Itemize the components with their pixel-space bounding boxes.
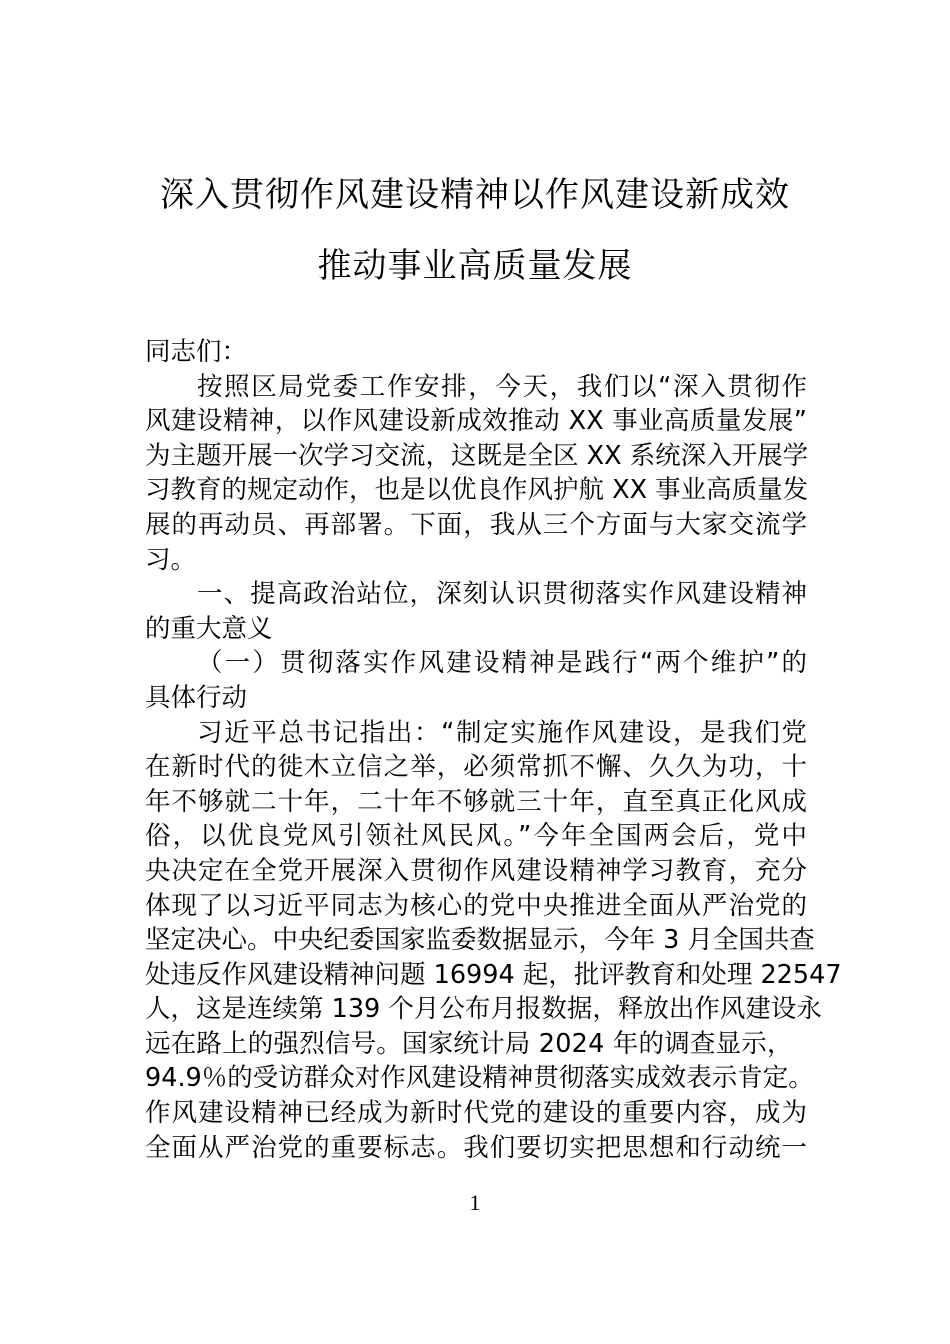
text-line: 俗，以优良党风引领社风民风。”今年全国两会后，党中 [145, 821, 807, 852]
paragraph [145, 646, 807, 715]
text-line: 具体行动 [145, 682, 248, 713]
text-line: 人，这是连续第 139 个月公布月报数据，释放出作风建设永 [145, 994, 822, 1025]
text-line: 体现了以习近平同志为核心的党中央推进全面从严治党的 [145, 890, 807, 921]
text-line: 的重大意义 [145, 613, 273, 644]
text-line: 习教育的规定动作，也是以优良作风护航 XX 事业高质量发 [145, 475, 809, 506]
document-title-line-2: 推动事业高质量发展 [317, 246, 633, 286]
text-line: 为主题开展一次学习交流，这既是全区 XX 系统深入开展学 [145, 440, 809, 471]
text-line: 全面从严治党的重要标志。我们要切实把思想和行动统一 [145, 1132, 807, 1163]
paragraph [145, 577, 807, 646]
paragraph [145, 716, 842, 1166]
paragraph [145, 335, 807, 370]
text-line: 风建设精神，以作风建设新成效推动 XX 事业高质量发展” [145, 406, 807, 437]
text-line: 远在路上的强烈信号。国家统计局 2024 年的调查显示， [145, 1028, 793, 1059]
text-line: 94.9％的受访群众对作风建设精神贯彻落实成效表示肯定。 [145, 1063, 814, 1094]
text-line: （一）贯彻落实作风建设精神是践行“两个维护”的 [197, 648, 807, 679]
page-number: 1 [469, 1190, 481, 1215]
text-line: 习。 [145, 544, 197, 575]
text-line: 一、提高政治站位，深刻认识贯彻落实作风建设精神 [197, 579, 807, 610]
text-line: 处违反作风建设精神问题 16994 起，批评教育和处理 22547 [145, 959, 842, 990]
text-line: 按照区局党委工作安排，今天，我们以“深入贯彻作 [197, 371, 807, 402]
document-body [145, 335, 842, 1165]
text-line: 在新时代的徙木立信之举，必须常抓不懈、久久为功，十 [145, 752, 807, 783]
text-line: 习近平总书记指出：“制定实施作风建设，是我们党 [197, 717, 807, 748]
text-line: 展的再动员、再部署。下面，我从三个方面与大家交流学 [145, 509, 807, 540]
document-title-line-1: 深入贯彻作风建设精神以作风建设新成效 [160, 175, 790, 215]
text-line: 年不够就二十年，二十年不够就三十年，直至真正化风成 [145, 786, 807, 817]
text-line: 同志们： [145, 337, 248, 367]
paragraph [145, 370, 807, 578]
text-line: 作风建设精神已经成为新时代党的建设的重要内容，成为 [145, 1098, 807, 1129]
text-line: 央决定在全党开展深入贯彻作风建设精神学习教育，充分 [145, 855, 807, 886]
text-line: 坚定决心。中央纪委国家监委数据显示，今年 3 月全国共查 [145, 925, 815, 956]
